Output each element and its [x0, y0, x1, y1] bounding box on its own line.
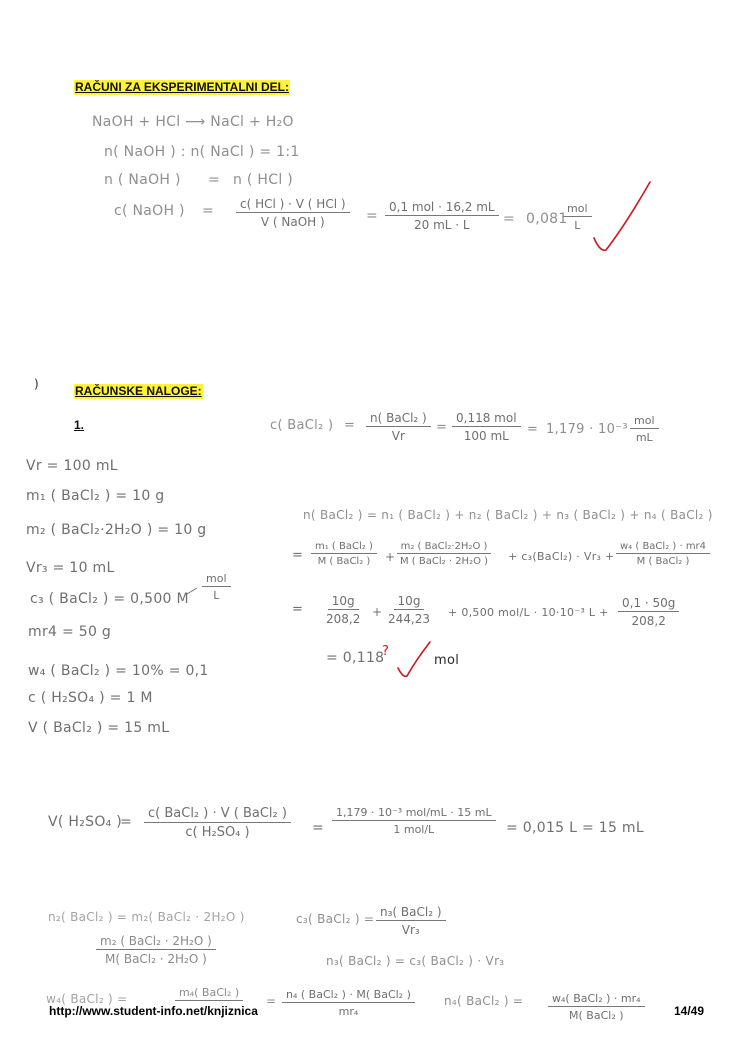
reaction-equation: NaOH + HCl ⟶ NaCl + H₂O	[92, 114, 294, 130]
page-number: 14/49	[674, 1004, 705, 1018]
unit-numerator: mol	[202, 572, 231, 587]
w4-derivation: w₄( BaCl₂ ) =	[46, 992, 128, 1006]
fraction-numerator: n₄ ( BaCl₂ ) · M( BaCl₂ )	[282, 988, 415, 1003]
mole-equality-lhs: n ( NaOH )	[104, 172, 181, 188]
n-eq-sign: =	[292, 548, 304, 563]
unit-denominator: mL	[635, 431, 653, 444]
question-mark: ?	[382, 644, 390, 659]
fraction-denominator: 244,23	[388, 612, 430, 626]
fraction-denominator: 1 mol/L	[393, 823, 435, 836]
fraction-numerator: 0,1 · 50g	[618, 596, 679, 612]
fraction-numerator: 10g	[328, 594, 359, 610]
unit-denominator: L	[213, 589, 220, 602]
task-number: 1.	[74, 418, 85, 432]
fraction-denominator: Vr₃	[401, 923, 420, 937]
unit-numerator: mol	[563, 202, 592, 217]
n3-term: + c₃(BaCl₂) · Vr₃ +	[508, 550, 615, 563]
mole-equality-rhs: n ( HCl )	[233, 172, 294, 188]
check-mark-icon	[398, 642, 430, 676]
given-item: m₂ ( BaCl₂·2H₂O ) = 10 g	[26, 522, 207, 538]
arrow-icon	[187, 588, 197, 594]
given-item: Vr = 100 mL	[26, 458, 118, 474]
given-item: m₁ ( BaCl₂ ) = 10 g	[26, 488, 165, 504]
fraction-denominator: M( BaCl₂ · 2H₂O )	[104, 952, 207, 966]
fraction-denominator: M ( BaCl₂ )	[636, 556, 690, 567]
heading-tasks: RAČUNSKE NALOGE:	[75, 384, 202, 398]
n4-derivation: n₄( BaCl₂ ) =	[444, 994, 524, 1008]
mole-equality-sign: =	[208, 172, 221, 188]
fraction-denominator: mr₄	[338, 1005, 359, 1018]
bacl2-conc-result: 1,179 · 10⁻³	[546, 422, 628, 437]
fraction-numerator: 1,179 · 10⁻³ mol/mL · 15 mL	[332, 806, 496, 821]
naoh-conc-eq2: =	[366, 208, 379, 224]
plus-sign: +	[372, 605, 383, 619]
v-h2so4-eq2: =	[312, 820, 325, 836]
bacl2-conc-lhs: c( BaCl₂ )	[270, 418, 334, 433]
check-mark-icon	[594, 182, 650, 250]
given-item: V ( BaCl₂ ) = 15 mL	[28, 720, 170, 736]
fraction-denominator: c( H₂SO₄ )	[185, 825, 250, 840]
bacl2-conc-eq2: =	[436, 420, 448, 435]
v-h2so4-lhs: V( H₂SO₄ )	[48, 814, 123, 830]
fraction-numerator: n( BaCl₂ )	[366, 411, 431, 427]
mole-ratio: n( NaOH ) : n( NaCl ) = 1:1	[104, 144, 300, 160]
unit-numerator: mol	[630, 414, 659, 429]
fraction-denominator: 208,2	[326, 612, 361, 626]
unit-denominator: L	[574, 219, 581, 232]
fraction-denominator: 20 mL · L	[414, 218, 470, 232]
fraction-denominator: 100 mL	[463, 429, 509, 443]
fraction-denominator: M ( BaCl₂ )	[317, 556, 371, 567]
n3-derivation: n₃( BaCl₂ ) = c₃( BaCl₂ ) · Vr₃	[326, 954, 505, 968]
fraction-numerator: w₄( BaCl₂ ) · mr₄	[548, 992, 645, 1007]
fraction-numerator: m₂ ( BaCl₂ · 2H₂O )	[96, 934, 216, 950]
fraction-numerator: n₃( BaCl₂ )	[376, 905, 446, 921]
n-result-unit: mol	[434, 653, 460, 668]
fraction-numerator: m₂ ( BaCl₂·2H₂O )	[397, 541, 492, 554]
n-total-equation: n( BaCl₂ ) = n₁ ( BaCl₂ ) + n₂ ( BaCl₂ ) + n₃ ( BaCl₂ ) + n₄ ( BaCl₂ )	[303, 508, 713, 522]
fraction-denominator: M ( BaCl₂ · 2H₂O )	[400, 556, 489, 567]
fraction-numerator: 0,1 mol · 16,2 mL	[385, 200, 499, 216]
v-h2so4-result: = 0,015 L = 15 mL	[506, 820, 644, 836]
fraction-numerator: m₁ ( BaCl₂ )	[311, 541, 377, 554]
fraction-denominator: V ( NaOH )	[260, 215, 325, 229]
n2-derivation: n₂( BaCl₂ ) = m₂( BaCl₂ · 2H₂O )	[48, 910, 245, 924]
naoh-conc-eq1: =	[202, 203, 215, 219]
plus-sign: +	[385, 550, 396, 564]
given-item: mr4 = 50 g	[28, 624, 112, 640]
given-item: Vr₃ = 10 mL	[26, 560, 115, 576]
bacl2-conc-eq1: =	[344, 418, 356, 433]
fraction-denominator: M( BaCl₂ )	[569, 1009, 624, 1022]
n-eq-sign: =	[292, 602, 304, 617]
naoh-conc-lhs: c( NaOH )	[114, 203, 185, 219]
margin-paren: )	[34, 377, 39, 391]
w4-derivation-eq: =	[266, 994, 277, 1008]
footer-url-link[interactable]: http://www.student-info.net/knjiznica	[49, 1004, 258, 1018]
n-result: = 0,118	[326, 650, 385, 666]
heading-experimental: RAČUNI ZA EKSPERIMENTALNI DEL:	[75, 80, 289, 94]
fraction-numerator: w₄ ( BaCl₂ ) · mr4	[616, 541, 710, 554]
bacl2-conc-eq3: =	[527, 422, 539, 437]
fraction-numerator: 0,118 mol	[452, 411, 521, 427]
fraction-numerator: c( BaCl₂ ) · V ( BaCl₂ )	[144, 806, 291, 823]
fraction-numerator: c( HCl ) · V ( HCl )	[236, 197, 350, 213]
given-item: c₃ ( BaCl₂ ) = 0,500 M	[30, 591, 189, 607]
given-item: w₄ ( BaCl₂ ) = 10% = 0,1	[28, 663, 209, 679]
fraction-numerator: 10g	[394, 594, 425, 610]
naoh-conc-eq3: =	[503, 211, 516, 227]
fraction-numerator: m₄( BaCl₂ )	[175, 986, 243, 1001]
n3-values: + 0,500 mol/L · 10·10⁻³ L +	[448, 606, 609, 619]
fraction-denominator: 208,2	[631, 614, 666, 628]
fraction-denominator: Vr	[391, 429, 405, 443]
c3-derivation: c₃( BaCl₂ ) =	[296, 912, 375, 926]
given-item: c ( H₂SO₄ ) = 1 M	[28, 690, 153, 706]
v-h2so4-eq1: =	[120, 814, 133, 830]
naoh-conc-result: 0,081	[526, 211, 568, 227]
